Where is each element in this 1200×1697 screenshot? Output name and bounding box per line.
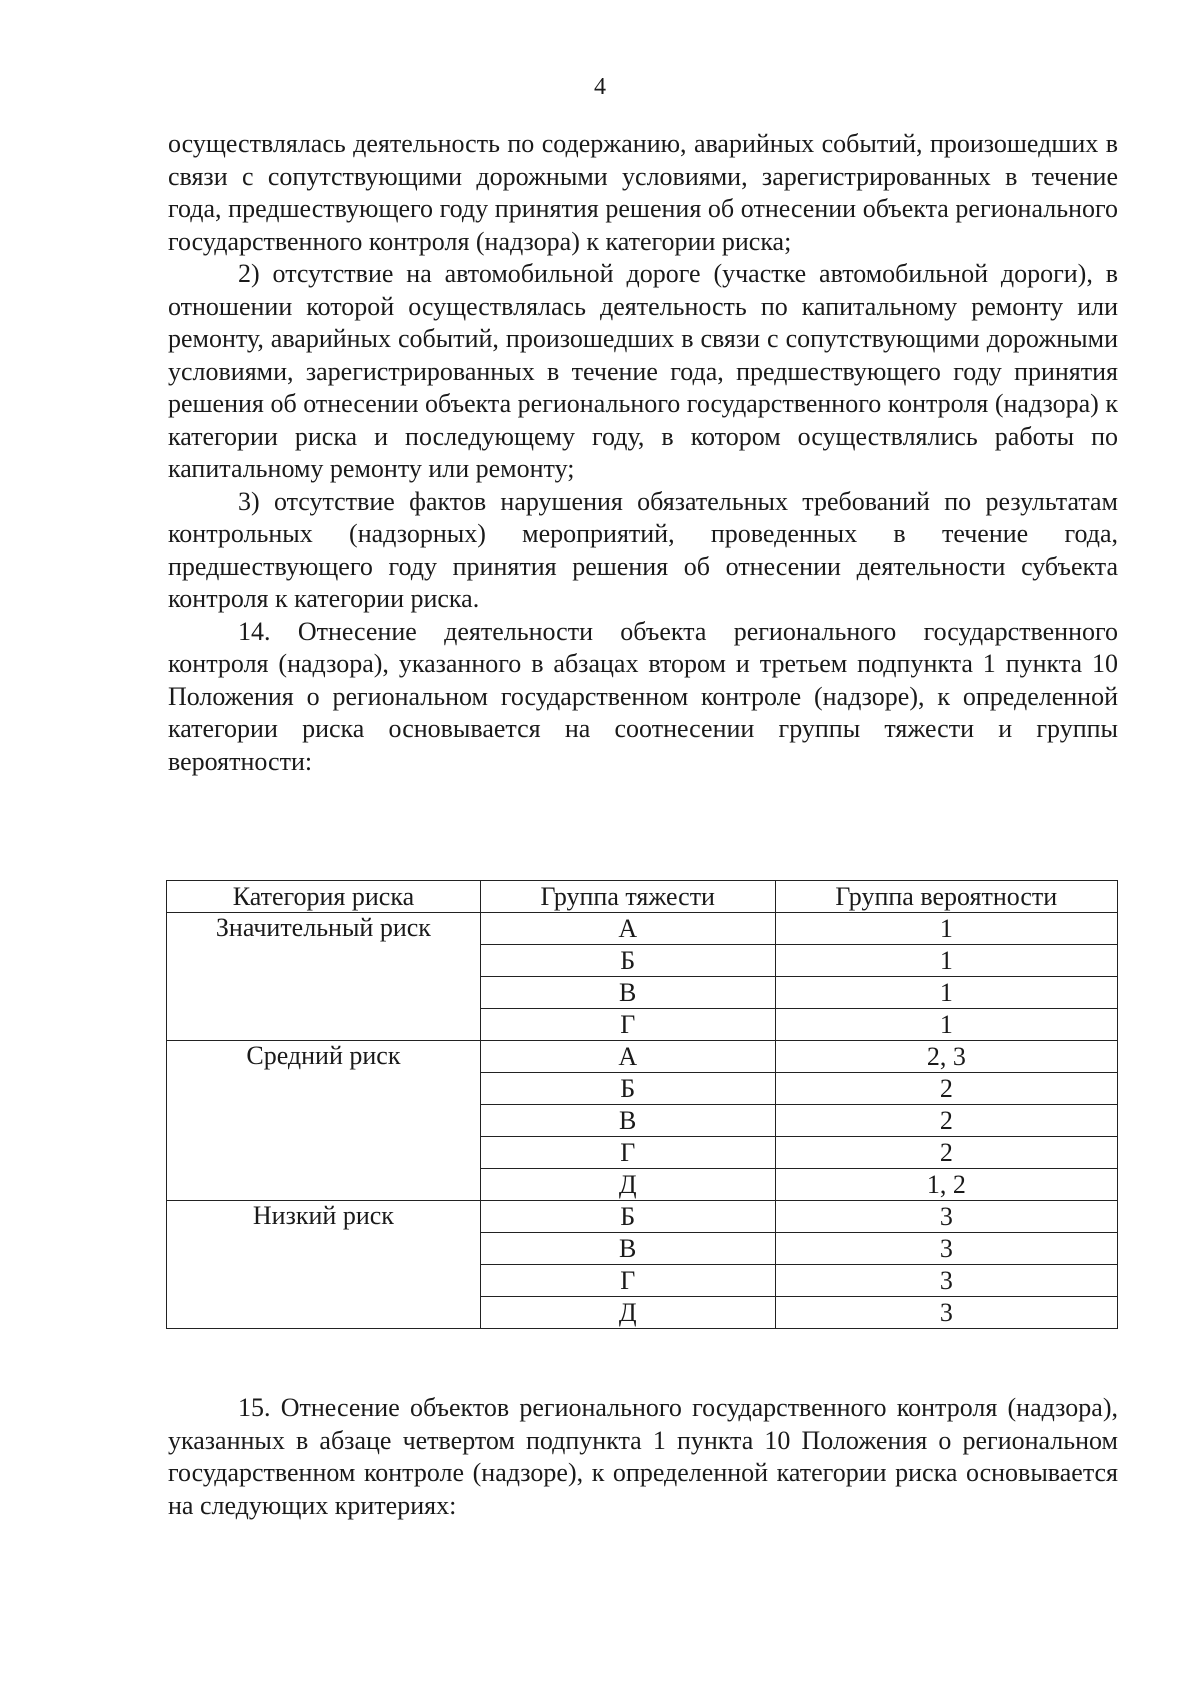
severity-cell: А: [480, 1041, 775, 1073]
table-row: [167, 1041, 1118, 1073]
severity-cell: Г: [480, 1137, 775, 1169]
body-text-top: [168, 128, 1118, 778]
severity-cell: В: [480, 1105, 775, 1137]
probability-cell: 3: [775, 1265, 1117, 1297]
table-header-row: [167, 881, 1118, 913]
probability-cell: 2, 3: [775, 1041, 1117, 1073]
probability-cell: 2: [775, 1137, 1117, 1169]
header-risk-category: Категория риска: [167, 881, 481, 913]
category-significant-risk: Значительный риск: [167, 913, 481, 1041]
severity-cell: Б: [480, 1073, 775, 1105]
probability-cell: 1: [775, 1009, 1117, 1041]
severity-cell: В: [480, 977, 775, 1009]
severity-cell: А: [480, 913, 775, 945]
probability-cell: 1: [775, 913, 1117, 945]
severity-cell: Г: [480, 1265, 775, 1297]
severity-cell: Д: [480, 1297, 775, 1329]
item-2-paragraph: 2) отсутствие на автомобильной дороге (участке автомобильной дороги), в отношении которой осуществлялась деятельность по капитальному ремонту или ремонту, аварийных событий, произошедших в связи с сопутствующими дорожными условиями, зарегистрированных в течение года, предшествующего году принятия решения об отнесении объекта регионального государственного контроля (надзора) к категории риска и последующему году, в котором осуществлялись работы по капитальному ремонту или ремонту;: [168, 259, 1118, 483]
probability-cell: 3: [775, 1201, 1117, 1233]
body-text-bottom: [168, 1392, 1118, 1522]
paragraph-15: 15. Отнесение объектов регионального государственного контроля (надзора), указанных в абзаце четвертом подпункта 1 пункта 10 Положения о региональном государственном контроле (надзоре), к определенной категории риска основывается на следующих критериях:: [168, 1393, 1118, 1520]
severity-cell: Д: [480, 1169, 775, 1201]
probability-cell: 1: [775, 977, 1117, 1009]
probability-cell: 1: [775, 945, 1117, 977]
probability-cell: 3: [775, 1297, 1117, 1329]
table-row: [167, 1201, 1118, 1233]
probability-cell: 2: [775, 1105, 1117, 1137]
page-number: 4: [594, 74, 606, 100]
table-row: [167, 913, 1118, 945]
probability-cell: 2: [775, 1073, 1117, 1105]
intro-paragraph: осуществлялась деятельность по содержанию, аварийных событий, произошедших в связи с сопутствующими дорожными условиями, зарегистрированных в течение года, предшествующего году принятия решения об отнесении объекта регионального государственного контроля (надзора) к категории риска;: [168, 129, 1118, 256]
severity-cell: Б: [480, 945, 775, 977]
probability-cell: 3: [775, 1233, 1117, 1265]
header-severity-group: Группа тяжести: [480, 881, 775, 913]
severity-cell: В: [480, 1233, 775, 1265]
risk-category-table: [166, 880, 1118, 1329]
severity-cell: Г: [480, 1009, 775, 1041]
header-probability-group: Группа вероятности: [775, 881, 1117, 913]
severity-cell: Б: [480, 1201, 775, 1233]
category-low-risk: Низкий риск: [167, 1201, 481, 1329]
probability-cell: 1, 2: [775, 1169, 1117, 1201]
category-medium-risk: Средний риск: [167, 1041, 481, 1201]
paragraph-14: 14. Отнесение деятельности объекта регионального государственного контроля (надзора), указанного в абзацах втором и третьем подпункта 1 пункта 10 Положения о региональном государственном контроле (надзоре), к определенной категории риска основывается на соотнесении группы тяжести и группы вероятности:: [168, 616, 1118, 776]
item-3-paragraph: 3) отсутствие фактов нарушения обязательных требований по результатам контрольных (надзорных) мероприятий, проведенных в течение года, предшествующего году принятия решения об отнесении деятельности субъекта контроля к категории риска.: [168, 486, 1118, 613]
